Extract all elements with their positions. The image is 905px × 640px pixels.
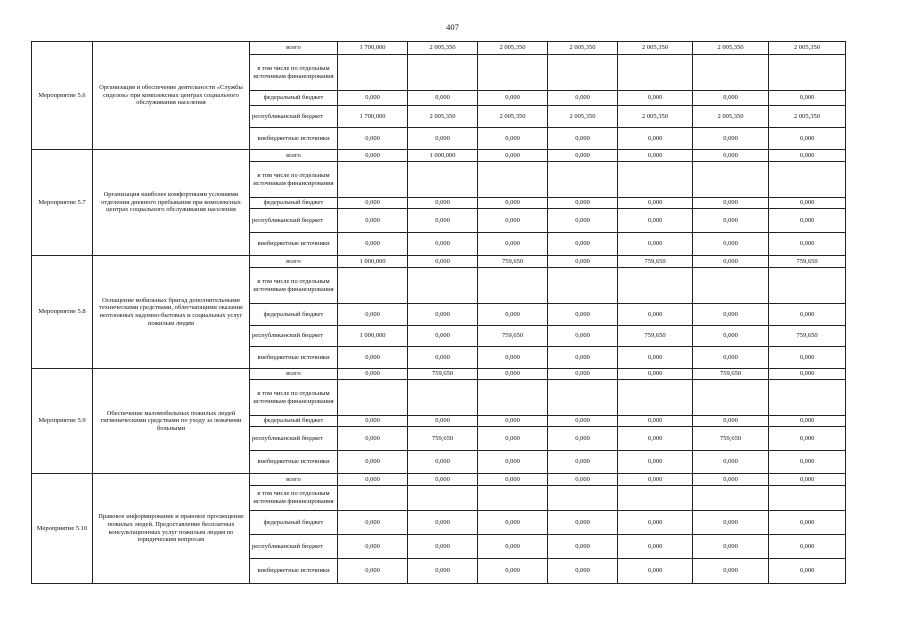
amount-cell: 0,000 bbox=[548, 511, 618, 535]
amount-cell bbox=[408, 486, 478, 511]
amount-cell: 0,000 bbox=[769, 91, 846, 106]
amount-cell: 0,000 bbox=[548, 198, 618, 209]
amount-cell bbox=[478, 486, 548, 511]
amount-cell: 0,000 bbox=[769, 427, 846, 451]
measure-code: Мероприятие 5.6 bbox=[32, 42, 93, 150]
amount-cell: 0,000 bbox=[478, 535, 548, 559]
amount-cell: 0,000 bbox=[769, 150, 846, 162]
amount-cell: 0,000 bbox=[338, 427, 408, 451]
funding-source: федеральный бюджет bbox=[250, 198, 338, 209]
amount-cell: 0,000 bbox=[618, 535, 693, 559]
funding-source: внебюджетные источники bbox=[250, 233, 338, 256]
table-row bbox=[32, 474, 846, 486]
amount-cell: 0,000 bbox=[478, 451, 548, 474]
measure-description: Обеспечение маломобильных пожилых людей гигиеническими средствами по уходу за лежачими больными bbox=[93, 369, 250, 474]
amount-cell: 0,000 bbox=[338, 128, 408, 150]
amount-cell: 0,000 bbox=[408, 451, 478, 474]
funding-source: в том числе по отдельным источникам финансирования bbox=[250, 380, 338, 416]
amount-cell: 0,000 bbox=[408, 91, 478, 106]
amount-cell: 0,000 bbox=[548, 427, 618, 451]
table-row bbox=[32, 256, 846, 268]
amount-cell: 1 000,000 bbox=[408, 150, 478, 162]
amount-cell: 0,000 bbox=[693, 347, 769, 369]
amount-cell: 2 005,350 bbox=[618, 42, 693, 55]
amount-cell bbox=[548, 268, 618, 304]
funding-source: всего bbox=[250, 256, 338, 268]
funding-source: всего bbox=[250, 42, 338, 55]
amount-cell: 1 700,000 bbox=[338, 106, 408, 128]
amount-cell: 0,000 bbox=[618, 91, 693, 106]
amount-cell: 0,000 bbox=[478, 427, 548, 451]
amount-cell: 2 005,350 bbox=[408, 106, 478, 128]
amount-cell bbox=[548, 486, 618, 511]
amount-cell: 0,000 bbox=[618, 427, 693, 451]
amount-cell: 0,000 bbox=[408, 559, 478, 584]
amount-cell: 0,000 bbox=[548, 347, 618, 369]
amount-cell bbox=[769, 55, 846, 91]
amount-cell: 0,000 bbox=[338, 209, 408, 233]
amount-cell: 759,650 bbox=[693, 369, 769, 380]
funding-source: федеральный бюджет bbox=[250, 416, 338, 427]
amount-cell bbox=[478, 55, 548, 91]
amount-cell: 0,000 bbox=[618, 347, 693, 369]
amount-cell: 0,000 bbox=[338, 535, 408, 559]
amount-cell bbox=[693, 268, 769, 304]
amount-cell: 0,000 bbox=[338, 150, 408, 162]
amount-cell: 0,000 bbox=[478, 128, 548, 150]
amount-cell bbox=[769, 162, 846, 198]
amount-cell: 0,000 bbox=[548, 304, 618, 326]
amount-cell: 0,000 bbox=[478, 91, 548, 106]
funding-table bbox=[31, 41, 846, 584]
amount-cell: 0,000 bbox=[693, 304, 769, 326]
amount-cell: 0,000 bbox=[769, 209, 846, 233]
amount-cell: 0,000 bbox=[693, 511, 769, 535]
amount-cell: 0,000 bbox=[548, 209, 618, 233]
amount-cell: 0,000 bbox=[478, 474, 548, 486]
amount-cell: 0,000 bbox=[338, 91, 408, 106]
amount-cell bbox=[693, 55, 769, 91]
amount-cell: 0,000 bbox=[478, 347, 548, 369]
amount-cell: 0,000 bbox=[548, 91, 618, 106]
amount-cell: 0,000 bbox=[693, 198, 769, 209]
amount-cell: 0,000 bbox=[408, 326, 478, 347]
amount-cell: 0,000 bbox=[478, 559, 548, 584]
measure-description: Правовое информирование и правовое просвещение пожилых людей. Предоставление бесплатных консультационных услуг пожилым людям по юридическим вопросам bbox=[93, 474, 250, 584]
funding-source: республиканский бюджет bbox=[250, 535, 338, 559]
amount-cell: 0,000 bbox=[478, 150, 548, 162]
amount-cell: 759,650 bbox=[478, 326, 548, 347]
amount-cell: 0,000 bbox=[618, 451, 693, 474]
amount-cell: 0,000 bbox=[408, 233, 478, 256]
measure-code: Мероприятие 5.8 bbox=[32, 256, 93, 369]
page-number: 407 bbox=[446, 22, 459, 32]
amount-cell bbox=[769, 268, 846, 304]
funding-source: в том числе по отдельным источникам финансирования bbox=[250, 162, 338, 198]
amount-cell: 759,650 bbox=[618, 256, 693, 268]
amount-cell bbox=[338, 486, 408, 511]
amount-cell: 0,000 bbox=[548, 369, 618, 380]
funding-source: внебюджетные источники bbox=[250, 347, 338, 369]
amount-cell bbox=[693, 162, 769, 198]
amount-cell bbox=[548, 380, 618, 416]
amount-cell: 1 700,000 bbox=[338, 42, 408, 55]
amount-cell: 0,000 bbox=[769, 474, 846, 486]
funding-source: в том числе по отдельным источникам финансирования bbox=[250, 486, 338, 511]
amount-cell: 0,000 bbox=[693, 326, 769, 347]
amount-cell: 2 005,350 bbox=[548, 42, 618, 55]
amount-cell: 0,000 bbox=[618, 150, 693, 162]
amount-cell: 0,000 bbox=[769, 511, 846, 535]
amount-cell: 759,650 bbox=[769, 326, 846, 347]
amount-cell: 0,000 bbox=[478, 369, 548, 380]
amount-cell bbox=[408, 380, 478, 416]
amount-cell bbox=[478, 162, 548, 198]
amount-cell bbox=[408, 55, 478, 91]
funding-source: в том числе по отдельным источникам финансирования bbox=[250, 268, 338, 304]
amount-cell bbox=[769, 380, 846, 416]
amount-cell: 0,000 bbox=[338, 474, 408, 486]
amount-cell: 1 000,000 bbox=[338, 256, 408, 268]
amount-cell: 0,000 bbox=[408, 198, 478, 209]
amount-cell bbox=[338, 162, 408, 198]
measure-code: Мероприятие 5.9 bbox=[32, 369, 93, 474]
amount-cell: 0,000 bbox=[548, 416, 618, 427]
amount-cell: 0,000 bbox=[338, 369, 408, 380]
measure-description: Организация и обеспечение деятельности «Службы сиделок» при комплексных центрах социального обслуживания населения bbox=[93, 42, 250, 150]
amount-cell bbox=[478, 268, 548, 304]
amount-cell: 0,000 bbox=[693, 474, 769, 486]
amount-cell: 759,650 bbox=[408, 427, 478, 451]
amount-cell: 2 005,350 bbox=[693, 42, 769, 55]
amount-cell: 0,000 bbox=[693, 559, 769, 584]
amount-cell: 0,000 bbox=[548, 451, 618, 474]
amount-cell: 0,000 bbox=[408, 416, 478, 427]
measure-description: Организация наиболее комфортными условиями отделения дневного пребывания при комплексных центрах социального обслуживания населения bbox=[93, 150, 250, 256]
funding-source: внебюджетные источники bbox=[250, 451, 338, 474]
amount-cell: 0,000 bbox=[408, 474, 478, 486]
amount-cell: 2 005,350 bbox=[769, 106, 846, 128]
amount-cell: 0,000 bbox=[618, 209, 693, 233]
amount-cell: 0,000 bbox=[693, 209, 769, 233]
funding-source: всего bbox=[250, 474, 338, 486]
amount-cell: 0,000 bbox=[338, 304, 408, 326]
funding-source: республиканский бюджет bbox=[250, 427, 338, 451]
amount-cell: 0,000 bbox=[548, 256, 618, 268]
amount-cell: 0,000 bbox=[408, 304, 478, 326]
amount-cell: 0,000 bbox=[548, 474, 618, 486]
amount-cell: 0,000 bbox=[618, 198, 693, 209]
amount-cell: 0,000 bbox=[769, 535, 846, 559]
amount-cell bbox=[618, 380, 693, 416]
funding-source: внебюджетные источники bbox=[250, 128, 338, 150]
funding-source: федеральный бюджет bbox=[250, 511, 338, 535]
amount-cell: 759,650 bbox=[408, 369, 478, 380]
amount-cell: 0,000 bbox=[338, 347, 408, 369]
table-row bbox=[32, 42, 846, 55]
table-row bbox=[32, 369, 846, 380]
amount-cell: 0,000 bbox=[478, 233, 548, 256]
amount-cell: 0,000 bbox=[338, 233, 408, 256]
amount-cell bbox=[769, 486, 846, 511]
amount-cell: 0,000 bbox=[338, 451, 408, 474]
amount-cell: 0,000 bbox=[769, 128, 846, 150]
amount-cell: 0,000 bbox=[478, 198, 548, 209]
amount-cell: 759,650 bbox=[478, 256, 548, 268]
amount-cell: 0,000 bbox=[408, 256, 478, 268]
amount-cell: 0,000 bbox=[478, 209, 548, 233]
amount-cell: 0,000 bbox=[548, 150, 618, 162]
amount-cell: 0,000 bbox=[338, 559, 408, 584]
amount-cell: 0,000 bbox=[478, 416, 548, 427]
funding-source: в том числе по отдельным источникам финансирования bbox=[250, 55, 338, 91]
funding-source: республиканский бюджет bbox=[250, 209, 338, 233]
amount-cell bbox=[338, 380, 408, 416]
amount-cell: 0,000 bbox=[693, 535, 769, 559]
amount-cell: 0,000 bbox=[618, 304, 693, 326]
amount-cell: 0,000 bbox=[618, 559, 693, 584]
amount-cell: 0,000 bbox=[408, 511, 478, 535]
amount-cell: 0,000 bbox=[548, 128, 618, 150]
funding-source: федеральный бюджет bbox=[250, 304, 338, 326]
funding-source: всего bbox=[250, 150, 338, 162]
amount-cell bbox=[478, 380, 548, 416]
amount-cell: 1 000,000 bbox=[338, 326, 408, 347]
amount-cell: 0,000 bbox=[618, 474, 693, 486]
amount-cell: 0,000 bbox=[769, 369, 846, 380]
amount-cell: 0,000 bbox=[338, 511, 408, 535]
amount-cell bbox=[618, 268, 693, 304]
amount-cell bbox=[338, 268, 408, 304]
amount-cell: 0,000 bbox=[548, 559, 618, 584]
amount-cell bbox=[693, 486, 769, 511]
amount-cell: 0,000 bbox=[618, 416, 693, 427]
amount-cell: 0,000 bbox=[769, 304, 846, 326]
funding-source: федеральный бюджет bbox=[250, 91, 338, 106]
amount-cell: 0,000 bbox=[769, 198, 846, 209]
amount-cell: 0,000 bbox=[408, 535, 478, 559]
amount-cell: 0,000 bbox=[693, 256, 769, 268]
amount-cell: 2 005,350 bbox=[769, 42, 846, 55]
amount-cell bbox=[693, 380, 769, 416]
amount-cell: 2 005,350 bbox=[478, 106, 548, 128]
amount-cell bbox=[548, 55, 618, 91]
amount-cell: 2 005,350 bbox=[478, 42, 548, 55]
amount-cell: 0,000 bbox=[618, 233, 693, 256]
amount-cell: 759,650 bbox=[769, 256, 846, 268]
funding-source: республиканский бюджет bbox=[250, 326, 338, 347]
table-body bbox=[32, 42, 846, 584]
amount-cell bbox=[618, 486, 693, 511]
measure-description: Оснащение мобильных бригад дополнительными техническими средствами, облегчающими оказание неотложных надомно-бытовых и социальных услуг пожилым людям bbox=[93, 256, 250, 369]
amount-cell: 0,000 bbox=[693, 150, 769, 162]
table-row bbox=[32, 150, 846, 162]
amount-cell bbox=[618, 55, 693, 91]
amount-cell: 0,000 bbox=[618, 511, 693, 535]
amount-cell: 0,000 bbox=[693, 91, 769, 106]
amount-cell: 0,000 bbox=[338, 416, 408, 427]
amount-cell: 2 005,350 bbox=[408, 42, 478, 55]
amount-cell: 2 005,350 bbox=[693, 106, 769, 128]
measure-code: Мероприятие 5.10 bbox=[32, 474, 93, 584]
amount-cell: 0,000 bbox=[693, 451, 769, 474]
amount-cell: 0,000 bbox=[548, 233, 618, 256]
amount-cell: 0,000 bbox=[693, 416, 769, 427]
amount-cell: 0,000 bbox=[618, 369, 693, 380]
amount-cell: 0,000 bbox=[769, 559, 846, 584]
amount-cell: 0,000 bbox=[693, 233, 769, 256]
measure-code: Мероприятие 5.7 bbox=[32, 150, 93, 256]
amount-cell: 2 005,350 bbox=[618, 106, 693, 128]
amount-cell bbox=[618, 162, 693, 198]
amount-cell: 0,000 bbox=[338, 198, 408, 209]
amount-cell: 0,000 bbox=[618, 128, 693, 150]
amount-cell bbox=[548, 162, 618, 198]
amount-cell bbox=[408, 268, 478, 304]
amount-cell: 759,650 bbox=[618, 326, 693, 347]
amount-cell: 0,000 bbox=[408, 128, 478, 150]
amount-cell: 2 005,350 bbox=[548, 106, 618, 128]
amount-cell: 0,000 bbox=[769, 451, 846, 474]
amount-cell: 0,000 bbox=[769, 233, 846, 256]
amount-cell: 0,000 bbox=[408, 209, 478, 233]
amount-cell: 0,000 bbox=[769, 416, 846, 427]
amount-cell: 0,000 bbox=[478, 511, 548, 535]
amount-cell bbox=[408, 162, 478, 198]
funding-source: всего bbox=[250, 369, 338, 380]
funding-source: внебюджетные источники bbox=[250, 559, 338, 584]
amount-cell: 0,000 bbox=[548, 535, 618, 559]
amount-cell: 0,000 bbox=[548, 326, 618, 347]
amount-cell bbox=[338, 55, 408, 91]
funding-source: республиканский бюджет bbox=[250, 106, 338, 128]
amount-cell: 0,000 bbox=[408, 347, 478, 369]
amount-cell: 759,650 bbox=[693, 427, 769, 451]
amount-cell: 0,000 bbox=[769, 347, 846, 369]
amount-cell: 0,000 bbox=[478, 304, 548, 326]
amount-cell: 0,000 bbox=[693, 128, 769, 150]
